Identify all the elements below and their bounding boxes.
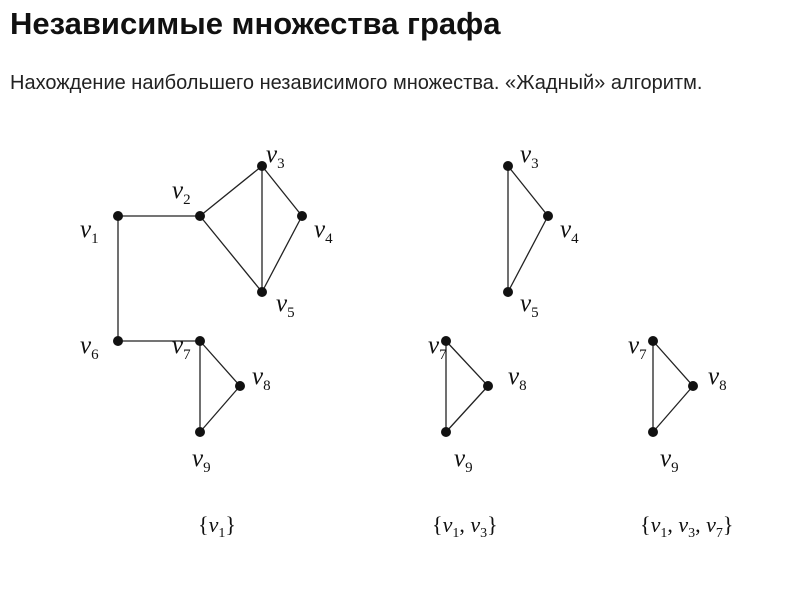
vertex-v8 — [483, 381, 493, 391]
edge-v3-v4 — [508, 166, 548, 216]
page-title: Независимые множества графа — [10, 6, 501, 41]
independent-set-caption: {$v_1$, $v_3$} — [432, 512, 498, 541]
vertex-v9 — [648, 427, 658, 437]
edge-v8-v9 — [653, 386, 693, 432]
vertex-v9 — [441, 427, 451, 437]
graph-3 — [628, 332, 733, 541]
edge-v3-v4 — [262, 166, 302, 216]
vertex-v7 — [195, 336, 205, 346]
vertex-label-v8: $v_8$ — [508, 363, 527, 394]
independent-set-caption: {$v_1$, $v_3$, $v_7$} — [640, 512, 734, 541]
vertex-label-v7: $v_7$ — [428, 332, 447, 363]
vertex-v8 — [235, 381, 245, 391]
vertex-label-v4: $v_4$ — [560, 216, 579, 247]
vertex-v3 — [503, 161, 513, 171]
edge-v8-v9 — [200, 386, 240, 432]
vertex-v4 — [297, 211, 307, 221]
vertex-v6 — [113, 336, 123, 346]
vertex-label-v9: $v_9$ — [660, 445, 679, 476]
vertex-label-v7: $v_7$ — [628, 332, 647, 363]
vertex-v7 — [441, 336, 451, 346]
vertex-label-v1: $v_1$ — [80, 216, 99, 247]
vertex-label-v5: $v_5$ — [276, 290, 295, 321]
independent-set-caption: $\{v_1\}$ — [198, 512, 236, 541]
edge-v2-v3 — [200, 166, 262, 216]
graph-2 — [428, 141, 579, 541]
vertex-label-v9: $v_9$ — [454, 445, 473, 476]
vertex-v7 — [648, 336, 658, 346]
graph-1 — [80, 141, 333, 541]
vertex-v4 — [543, 211, 553, 221]
vertex-v2 — [195, 211, 205, 221]
vertex-label-v8: $v_8$ — [252, 363, 271, 394]
edge-v2-v5 — [200, 216, 262, 292]
edge-v8-v9 — [446, 386, 488, 432]
vertex-label-v7: $v_7$ — [172, 332, 191, 363]
vertex-v1 — [113, 211, 123, 221]
vertex-label-v8: $v_8$ — [708, 363, 727, 394]
edge-v4-v5 — [262, 216, 302, 292]
vertex-label-v3: $v_3$ — [266, 141, 285, 172]
vertex-label-v9: $v_9$ — [192, 445, 211, 476]
edge-v7-v8 — [653, 341, 693, 386]
vertex-label-v6: $v_6$ — [80, 332, 99, 363]
vertex-label-v3: $v_3$ — [520, 141, 539, 172]
vertex-v9 — [195, 427, 205, 437]
vertex-label-v2: $v_2$ — [172, 177, 191, 208]
page-subtitle: Нахождение наибольшего независимого множества. «Жадный» алгоритм. — [10, 72, 703, 94]
vertex-label-v5: $v_5$ — [520, 290, 539, 321]
edge-v7-v8 — [446, 341, 488, 386]
vertex-v5 — [257, 287, 267, 297]
edge-v7-v8 — [200, 341, 240, 386]
vertex-v8 — [688, 381, 698, 391]
edge-v4-v5 — [508, 216, 548, 292]
vertex-v5 — [503, 287, 513, 297]
vertex-label-v4: $v_4$ — [314, 216, 333, 247]
